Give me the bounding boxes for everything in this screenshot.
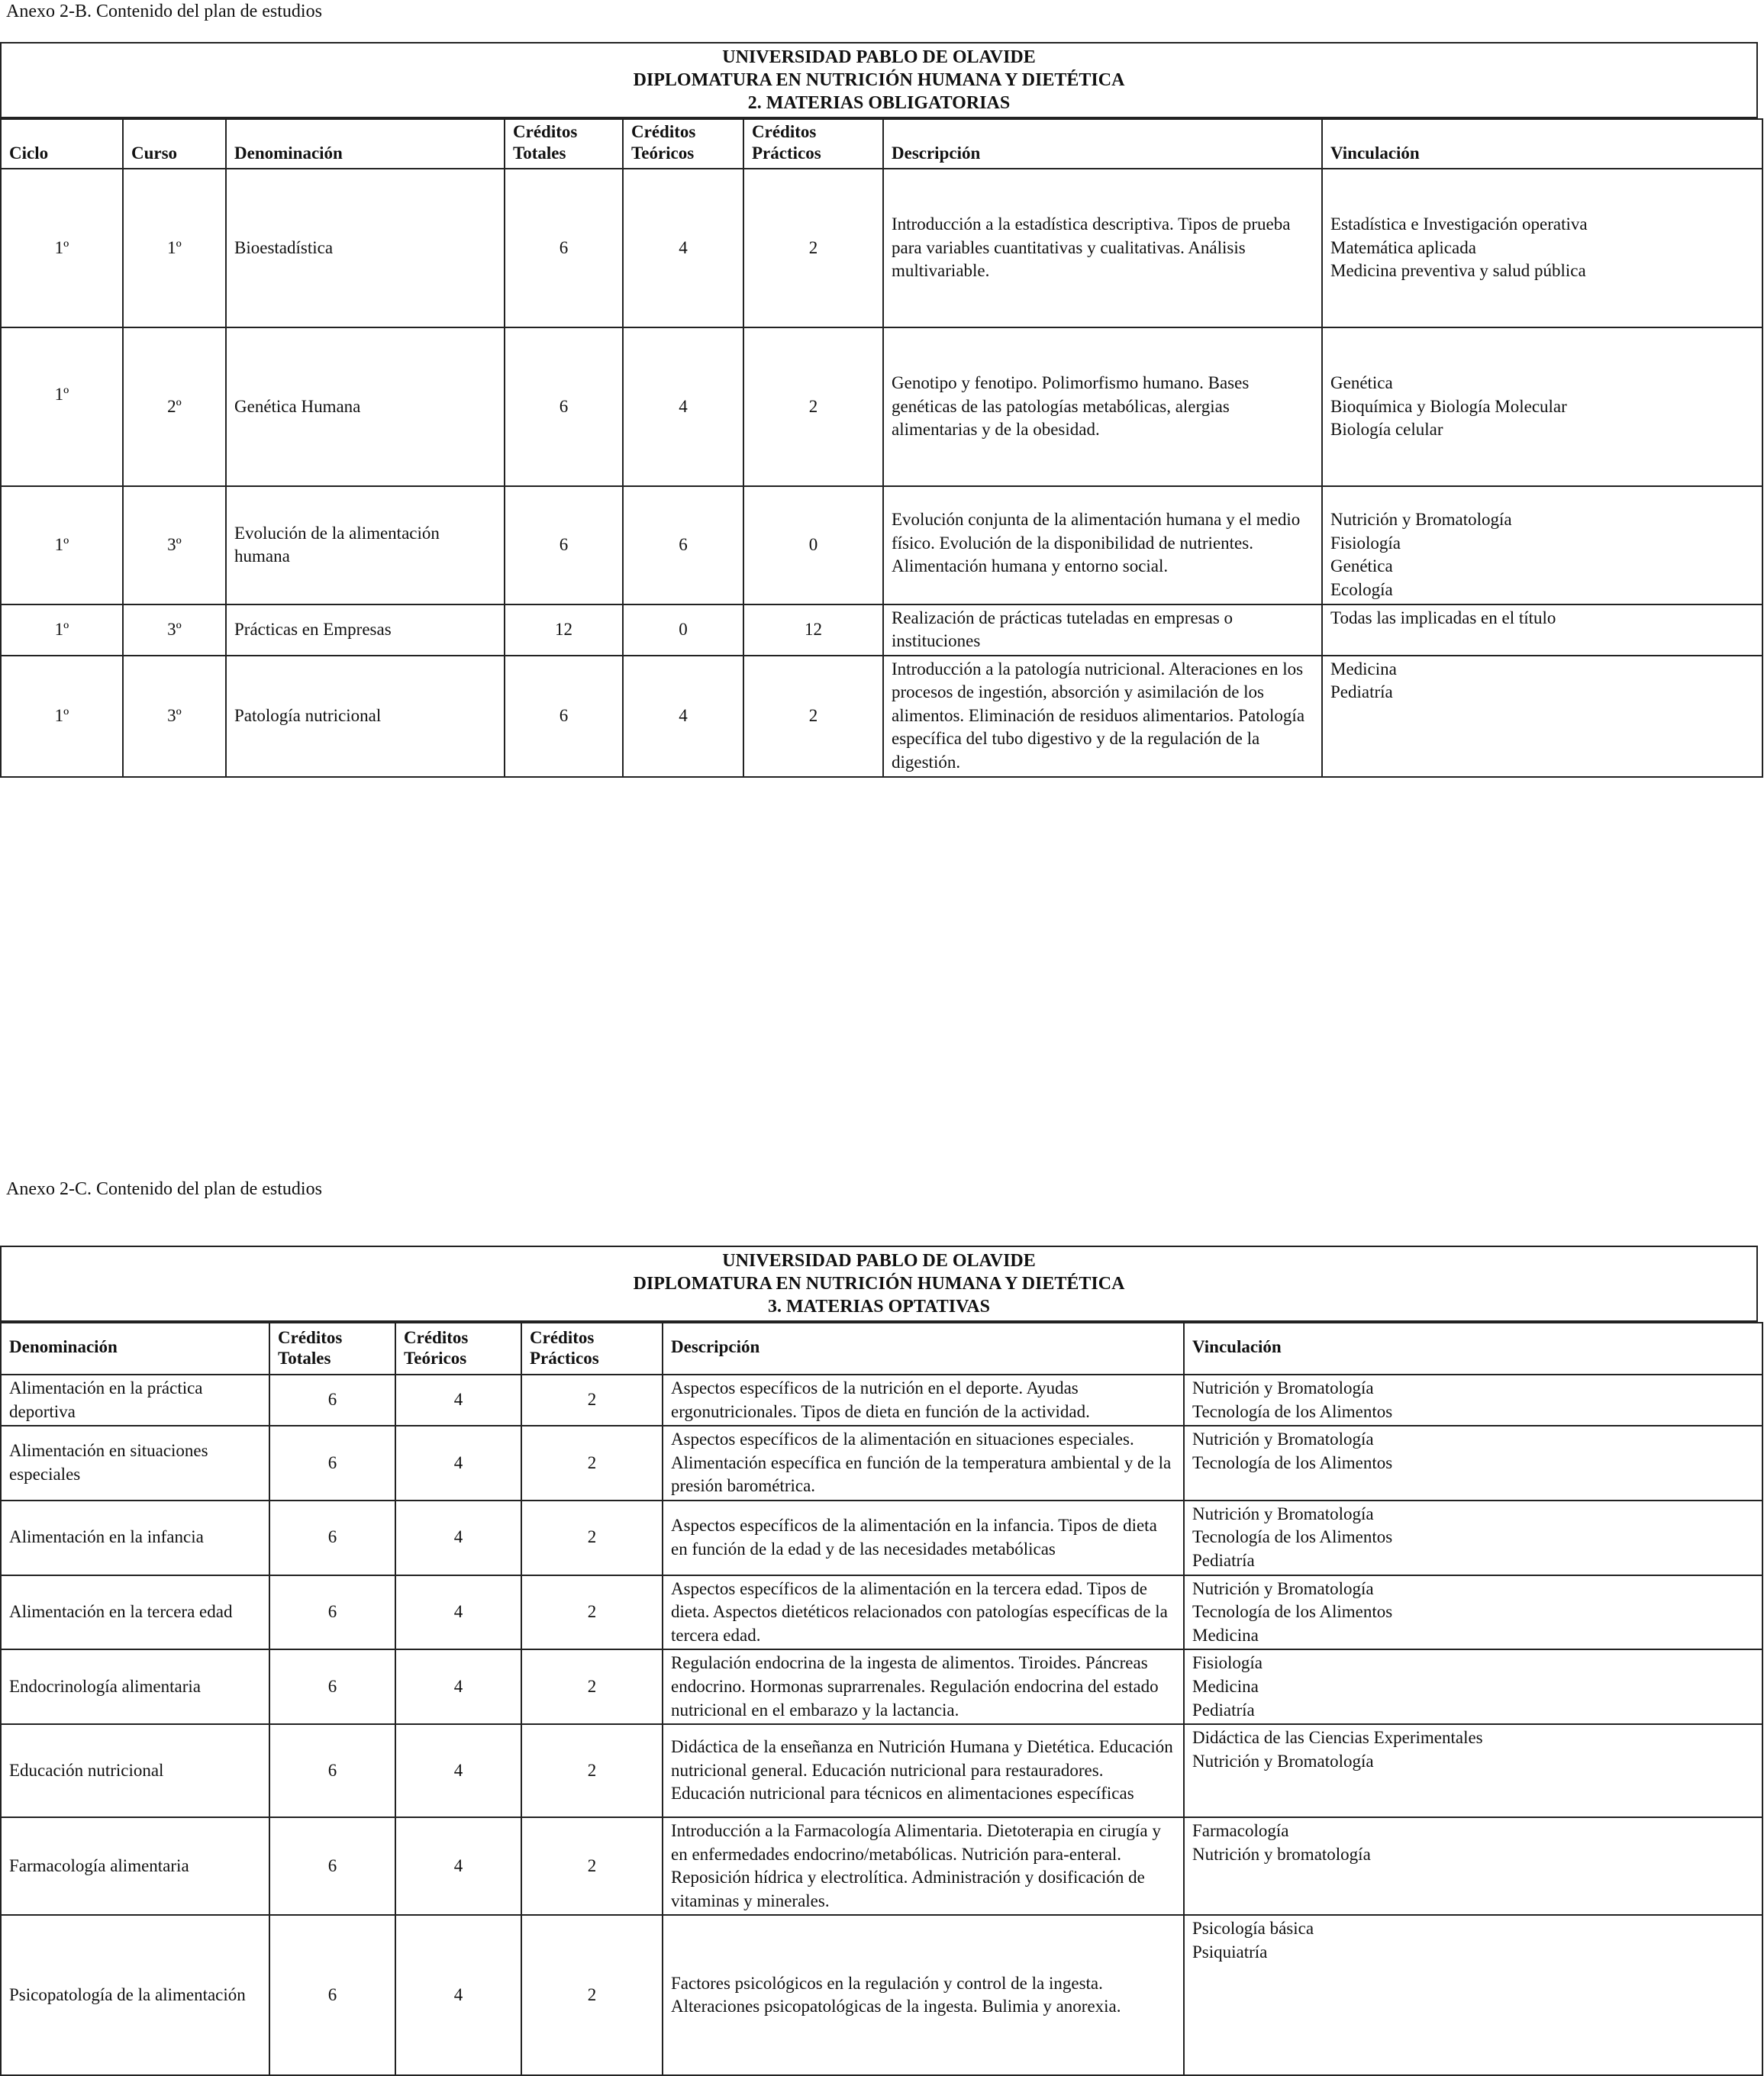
col-vinculacion: Vinculación [1184,1323,1762,1375]
totales-cell: 6 [269,1817,395,1915]
annex-c-university: UNIVERSIDAD PABLO DE OLAVIDE [722,1251,1036,1271]
teoricos-cell: 0 [623,604,743,656]
practicos-cell: 2 [743,656,883,777]
table-row [1,1375,1762,1426]
col-teoricos: Créditos Teóricos [395,1323,521,1375]
practicos-cell: 2 [743,327,883,486]
totales-cell: 6 [505,486,623,604]
descripcion-cell: Aspectos específicos de la alimentación en la tercera edad. Tipos de dieta. Aspectos dietéticos relacionados con patologías específicas de la tercera edad. [663,1575,1184,1650]
table-row [1,1817,1762,1915]
table-row [1,604,1762,656]
vinculacion-cell: Nutrición y Bromatología Tecnología de los Alimentos Medicina [1184,1575,1762,1650]
denominacion-cell: Educación nutricional [1,1724,269,1817]
annex-c-section: 3. MATERIAS OPTATIVAS [768,1297,990,1317]
descripcion-cell: Aspectos específicos de la alimentación en la infancia. Tipos de dieta en función de la edad y de las necesidades metabólicas [663,1501,1184,1575]
practicos-cell: 2 [521,1426,663,1501]
annex-c-table [0,1322,1763,2076]
annex-b-header [0,42,1758,118]
teoricos-cell: 4 [395,1575,521,1650]
curso-cell: 1º [123,169,226,327]
vinculacion-cell: Nutrición y Bromatología Fisiología Genética Ecología [1322,486,1762,604]
annex-c-header [0,1246,1758,1322]
curso-cell: 3º [123,486,226,604]
practicos-cell: 2 [521,1817,663,1915]
practicos-cell: 0 [743,486,883,604]
col-descripcion: Descripción [883,119,1322,169]
table-row [1,656,1762,777]
vinculacion-cell: Fisiología Medicina Pediatría [1184,1649,1762,1724]
totales-cell: 6 [269,1724,395,1817]
annex-b-program: DIPLOMATURA EN NUTRICIÓN HUMANA Y DIETÉTICA [633,70,1125,90]
totales-cell: 6 [505,169,623,327]
annex-b-section: 2. MATERIAS OBLIGATORIAS [747,93,1011,113]
denominacion-cell: Patología nutricional [226,656,505,777]
vinculacion-cell: Medicina Pediatría [1322,656,1762,777]
table-row [1,1915,1762,2075]
totales-cell: 6 [269,1575,395,1650]
table-row [1,1649,1762,1724]
col-totales: Créditos Totales [269,1323,395,1375]
annex-b-table [0,118,1763,778]
annex-c-header-row [1,1323,1762,1375]
table-row [1,1501,1762,1575]
teoricos-cell: 4 [395,1426,521,1501]
vinculacion-cell: Didáctica de las Ciencias Experimentales Nutrición y Bromatología [1184,1724,1762,1817]
practicos-cell: 2 [521,1375,663,1426]
practicos-cell: 2 [521,1915,663,2075]
totales-cell: 6 [269,1501,395,1575]
teoricos-cell: 4 [623,656,743,777]
annex-c-caption: Anexo 2-C. Contenido del plan de estudios [6,1179,322,1199]
col-teoricos: Créditos Teóricos [623,119,743,169]
practicos-cell: 2 [521,1501,663,1575]
table-row [1,169,1762,327]
denominacion-cell: Endocrinología alimentaria [1,1649,269,1724]
ciclo-cell: 1º [1,169,123,327]
denominacion-cell: Prácticas en Empresas [226,604,505,656]
teoricos-cell: 4 [395,1915,521,2075]
descripcion-cell: Regulación endocrina de la ingesta de alimentos. Tiroides. Páncreas endocrino. Hormonas suprarrenales. Regulación endocrina del estado nutricional en el embarazo y la lactancia. [663,1649,1184,1724]
teoricos-cell: 4 [395,1649,521,1724]
descripcion-cell: Genotipo y fenotipo. Polimorfismo humano. Bases genéticas de las patologías metabólicas, alergias alimentarias y de la obesidad. [883,327,1322,486]
col-practicos: Créditos Prácticos [521,1323,663,1375]
curso-cell: 3º [123,604,226,656]
col-curso: Curso [123,119,226,169]
table-row [1,1724,1762,1817]
totales-cell: 6 [269,1375,395,1426]
annex-b-header-row [1,119,1762,169]
denominacion-cell: Genética Humana [226,327,505,486]
ciclo-cell: 1º [1,656,123,777]
descripcion-cell: Evolución conjunta de la alimentación humana y el medio físico. Evolución de la disponibilidad de nutrientes. Alimentación humana y entorno social. [883,486,1322,604]
descripcion-cell: Aspectos específicos de la nutrición en el deporte. Ayudas ergonutricionales. Tipos de dieta en función de la actividad. [663,1375,1184,1426]
ciclo-cell: 1º [1,604,123,656]
teoricos-cell: 4 [395,1724,521,1817]
annex-c-program: DIPLOMATURA EN NUTRICIÓN HUMANA Y DIETÉTICA [633,1274,1125,1294]
denominacion-cell: Bioestadística [226,169,505,327]
descripcion-cell: Aspectos específicos de la alimentación en situaciones especiales. Alimentación específica en función de la temperatura ambiental y de la presión barométrica. [663,1426,1184,1501]
descripcion-cell: Realización de prácticas tuteladas en empresas o instituciones [883,604,1322,656]
col-vinculacion: Vinculación [1322,119,1762,169]
denominacion-cell: Alimentación en situaciones especiales [1,1426,269,1501]
denominacion-cell: Alimentación en la tercera edad [1,1575,269,1650]
col-denominacion: Denominación [1,1323,269,1375]
denominacion-cell: Psicopatología de la alimentación [1,1915,269,2075]
vinculacion-cell: Nutrición y Bromatología Tecnología de los Alimentos [1184,1375,1762,1426]
ciclo-cell: 1º [1,327,123,486]
curso-cell: 2º [123,327,226,486]
denominacion-cell: Farmacología alimentaria [1,1817,269,1915]
practicos-cell: 12 [743,604,883,656]
col-denominacion: Denominación [226,119,505,169]
practicos-cell: 2 [521,1575,663,1650]
descripcion-cell: Factores psicológicos en la regulación y control de la ingesta. Alteraciones psicopatológicas de la ingesta. Bulimia y anorexia. [663,1915,1184,2075]
descripcion-cell: Introducción a la Farmacología Alimentaria. Dietoterapia en cirugía y en enfermedades endocrino/metabólicas. Nutrición para-enteral. Reposición hídrica y electrolítica. Administración y dosificación de vitaminas y minerales. [663,1817,1184,1915]
vinculacion-cell: Genética Bioquímica y Biología Molecular Biología celular [1322,327,1762,486]
denominacion-cell: Alimentación en la práctica deportiva [1,1375,269,1426]
vinculacion-cell: Farmacología Nutrición y bromatología [1184,1817,1762,1915]
teoricos-cell: 4 [395,1501,521,1575]
curso-cell: 3º [123,656,226,777]
descripcion-cell: Introducción a la patología nutricional. Alteraciones en los procesos de ingestión, absorción y asimilación de los alimentos. Eliminación de residuos alimentarios. Patología específica del tubo digestivo y de la regulación de la digestión. [883,656,1322,777]
col-ciclo: Ciclo [1,119,123,169]
teoricos-cell: 4 [623,169,743,327]
col-practicos: Créditos Prácticos [743,119,883,169]
practicos-cell: 2 [521,1649,663,1724]
col-totales: Créditos Totales [505,119,623,169]
annex-b-caption: Anexo 2-B. Contenido del plan de estudios [6,2,322,21]
totales-cell: 6 [505,327,623,486]
teoricos-cell: 4 [395,1817,521,1915]
totales-cell: 6 [269,1649,395,1724]
annex-b-university: UNIVERSIDAD PABLO DE OLAVIDE [722,47,1036,67]
practicos-cell: 2 [743,169,883,327]
ciclo-cell: 1º [1,486,123,604]
denominacion-cell: Alimentación en la infancia [1,1501,269,1575]
practicos-cell: 2 [521,1724,663,1817]
vinculacion-cell: Nutrición y Bromatología Tecnología de los Alimentos [1184,1426,1762,1501]
descripcion-cell: Introducción a la estadística descriptiva. Tipos de prueba para variables cuantitativas y cualitativas. Análisis multivariable. [883,169,1322,327]
table-row [1,1575,1762,1650]
table-row [1,327,1762,486]
denominacion-cell: Evolución de la alimentación humana [226,486,505,604]
totales-cell: 6 [269,1915,395,2075]
col-descripcion: Descripción [663,1323,1184,1375]
teoricos-cell: 4 [623,327,743,486]
totales-cell: 12 [505,604,623,656]
vinculacion-cell: Todas las implicadas en el título [1322,604,1762,656]
teoricos-cell: 4 [395,1375,521,1426]
vinculacion-cell: Psicología básica Psiquiatría [1184,1915,1762,2075]
totales-cell: 6 [269,1426,395,1501]
vinculacion-cell: Estadística e Investigación operativa Matemática aplicada Medicina preventiva y salud pública [1322,169,1762,327]
teoricos-cell: 6 [623,486,743,604]
table-row [1,1426,1762,1501]
totales-cell: 6 [505,656,623,777]
descripcion-cell: Didáctica de la enseñanza en Nutrición Humana y Dietética. Educación nutricional general. Educación nutricional para restauradores. Educación nutricional para técnicos en alimentaciones específicas [663,1724,1184,1817]
table-row [1,486,1762,604]
vinculacion-cell: Nutrición y Bromatología Tecnología de los Alimentos Pediatría [1184,1501,1762,1575]
